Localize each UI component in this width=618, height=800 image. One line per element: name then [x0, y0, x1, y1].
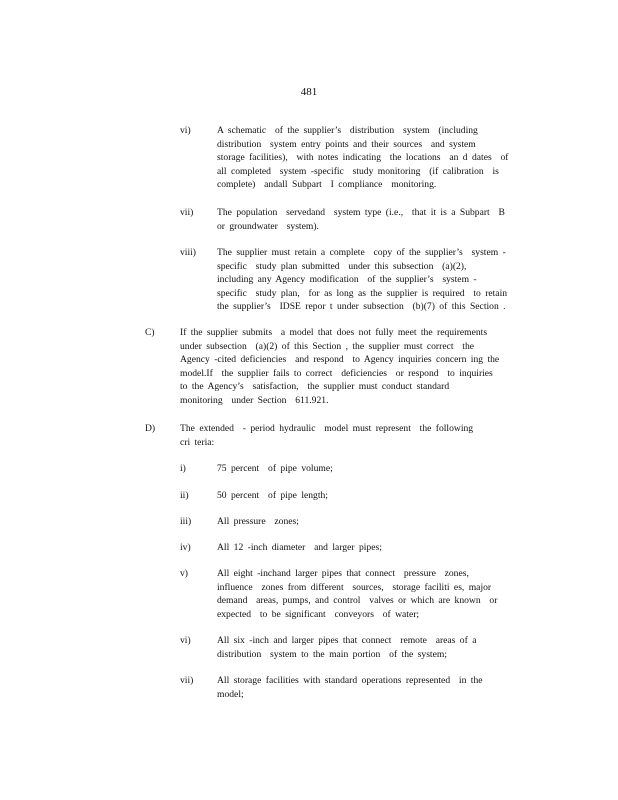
text-line: All storage facilities with standard operations represented in the	[217, 675, 483, 686]
text-line: influence zones from different sources, storage faciliti es, major	[217, 581, 492, 593]
item-marker: D)	[145, 423, 156, 434]
text-line: Agency -cited deficiencies and respond to Agency inquiries concern ing the	[180, 354, 500, 366]
item-marker: ii)	[180, 490, 189, 501]
text-line: distribution system to the main portion of the system;	[217, 648, 447, 660]
text-line: demand areas, pumps, and control valves or which are known or	[217, 595, 498, 607]
item-text	[217, 206, 505, 233]
item-text	[217, 567, 497, 621]
item-marker: viii)	[180, 247, 196, 258]
text-line: or groundwater system).	[217, 220, 319, 232]
text-line: model.If the supplier fails to correct deficiencies or respond to inquiries	[180, 367, 493, 379]
item-marker: vi)	[180, 635, 191, 646]
text-line: 75 percent of pipe volume;	[217, 463, 333, 474]
page-number: 481	[300, 86, 318, 98]
text-line: under subsection (a)(2) of this Section , the supplier must correct the	[180, 340, 475, 352]
text-line: model;	[217, 688, 244, 700]
item-text	[217, 515, 299, 529]
text-line: storage facilities), with notes indicating the locations an d dates of	[217, 152, 509, 164]
text-line: expected to be significant conveyors of water;	[217, 608, 420, 620]
item-text	[217, 541, 382, 555]
item-text	[217, 246, 507, 314]
item-marker: i)	[180, 463, 186, 474]
item-text	[180, 422, 473, 449]
text-line: cri teria:	[180, 436, 215, 448]
text-line: to the Agency’s satisfaction, the supplier must conduct standard	[180, 381, 450, 393]
text-line: All eight -inchand larger pipes that connect pressure zones,	[217, 568, 469, 579]
text-line: specific study plan, for as long as the supplier is required to retain	[217, 287, 508, 299]
text-line: All six -inch and larger pipes that connect remote areas of a	[217, 635, 477, 646]
item-marker: vi)	[180, 125, 191, 136]
item-marker: C)	[145, 327, 155, 338]
text-line: including any Agency modification of the supplier’s system -	[217, 274, 477, 286]
item-text	[217, 489, 328, 503]
item-marker: v)	[180, 568, 188, 579]
item-text	[217, 462, 333, 476]
text-line: the supplier’s IDSE repor t under subsection (b)(7) of this Section .	[217, 301, 506, 313]
item-marker: vii)	[180, 207, 194, 218]
item-text	[180, 326, 499, 408]
item-marker: iv)	[180, 542, 191, 553]
item-text	[217, 124, 509, 192]
text-line: 50 percent of pipe length;	[217, 490, 328, 501]
item-text	[217, 634, 476, 661]
item-marker: vii)	[180, 675, 194, 686]
text-line: All pressure zones;	[217, 516, 299, 527]
text-line: complete) andall Subpart I compliance monitoring.	[217, 179, 437, 191]
text-line: specific study plan submitted under this subsection (a)(2),	[217, 260, 467, 272]
text-line: monitoring under Section 611.921.	[180, 394, 329, 406]
text-line: If the supplier submits a model that does not fully meet the requirements	[180, 327, 488, 338]
text-line: All 12 -inch diameter and larger pipes;	[217, 542, 382, 553]
item-marker: iii)	[180, 516, 192, 527]
text-line: all completed system -specific study monitoring (if calibration is	[217, 165, 499, 177]
text-line: The supplier must retain a complete copy of the supplier’s system -	[217, 247, 506, 258]
text-line: The population servedand system type (i.e., that it is a Subpart B	[217, 207, 505, 218]
item-text	[217, 674, 483, 701]
text-line: A schematic of the supplier’s distribution system (including	[217, 125, 478, 136]
text-line: The extended - period hydraulic model must represent the following	[180, 423, 474, 434]
text-line: distribution system entry points and their sources and system	[217, 138, 476, 150]
